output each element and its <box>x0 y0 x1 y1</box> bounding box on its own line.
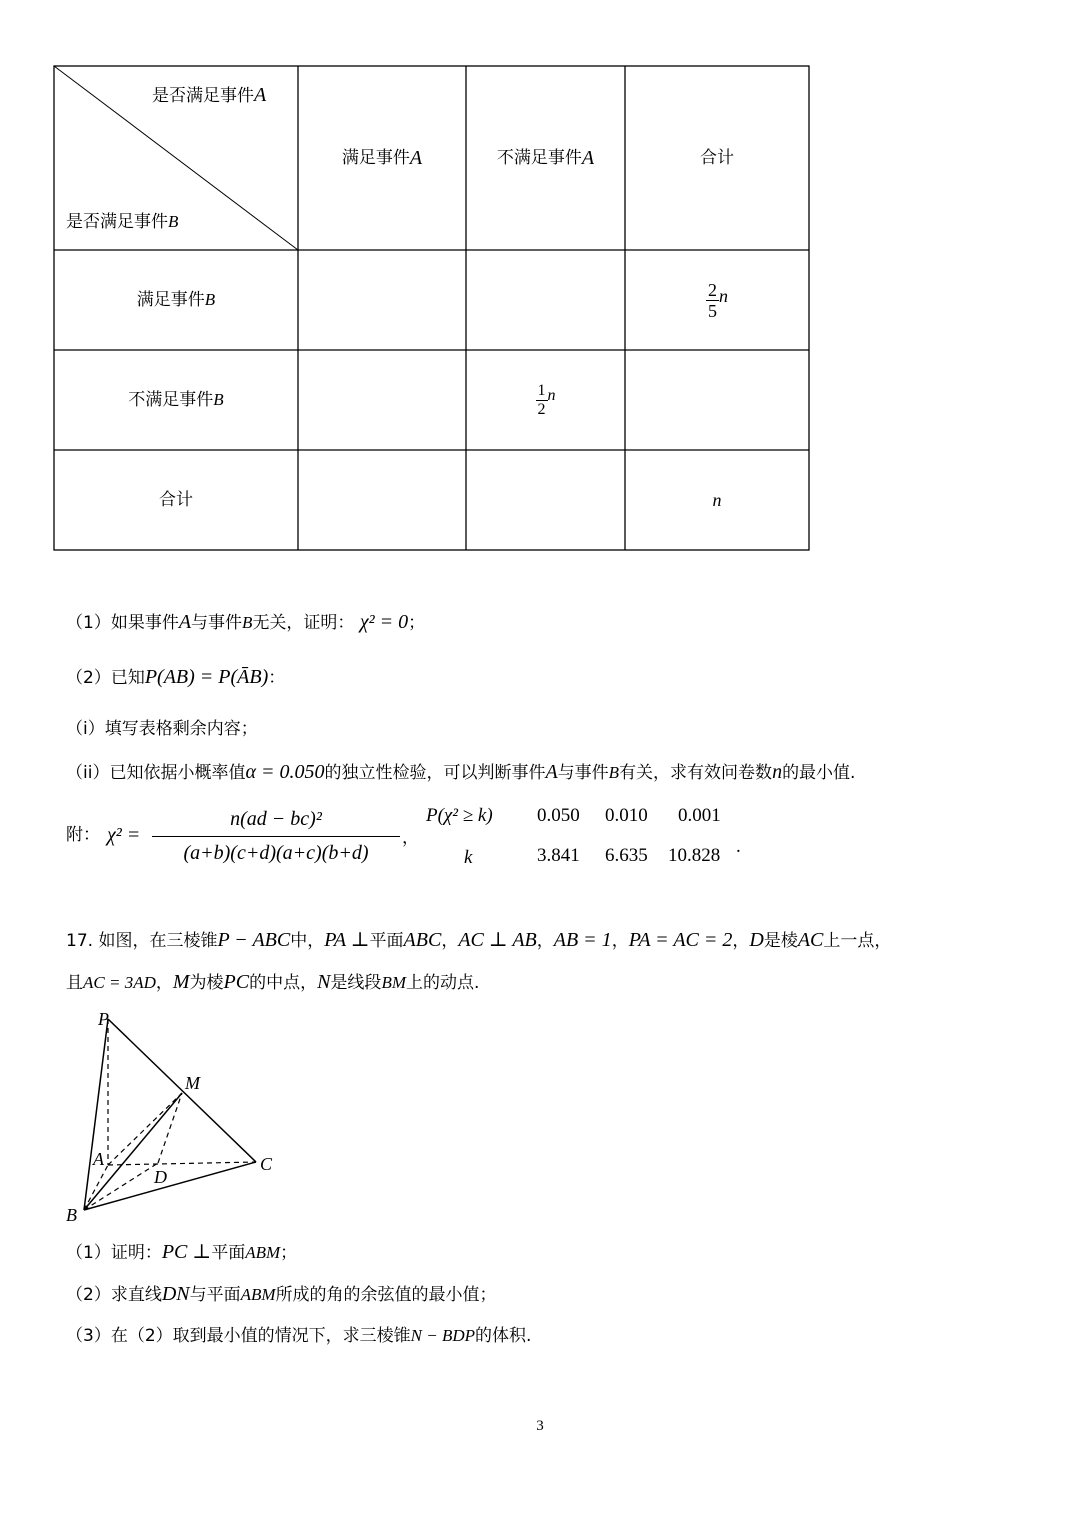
col-header-total: 合计 <box>700 148 734 168</box>
k-value-1: 3.841 <box>537 845 580 866</box>
q16-part2-i: （i）填写表格剩余内容； <box>66 719 258 739</box>
pyramid-figure <box>60 1005 290 1225</box>
page-number: 3 <box>536 1418 544 1434</box>
q16-part2: （2）已知P(AB) = P(ĀB)： <box>66 666 286 688</box>
col-header-satisfy-a: 满足事件 A <box>341 147 423 169</box>
q16-part1: （1）如果事件A与事件B无关，证明： χ² = 0； <box>66 611 426 633</box>
q17-sub3: （3）在（2）取到最小值的情况下，求三棱锥N − BDP的体积. <box>66 1326 532 1346</box>
edge-ac <box>108 1162 256 1165</box>
p-value-2: 0.010 <box>605 805 648 826</box>
label-c: C <box>260 1154 273 1174</box>
q16-part2-ii: （ii）已知依据小概率值α = 0.050的独立性检验，可以判断事件A与事件B有关，求有效问卷数n的最小值. <box>66 761 856 783</box>
edge-ab <box>84 1165 108 1210</box>
label-d: D <box>154 1167 167 1187</box>
q17-line1: 17. 如图，在三棱锥P − ABC中，PA ⊥平面ABC，AC ⊥ AB，AB = 1，PA = AC = 2，D是棱AC上一点， <box>66 929 892 951</box>
cell-total-satisfy-b: $\frac{2}{5}$ n <box>708 279 728 321</box>
chi-square-denominator: (a+b)(c+d)(a+c)(b+d) <box>183 842 369 864</box>
k-value-3: 10.828 <box>668 845 721 866</box>
edge-pc <box>108 1019 256 1162</box>
header-top-label: 是否满足事件A <box>152 84 267 106</box>
label-b: B <box>66 1205 77 1225</box>
col-header-not-satisfy-a: 不满足事件 A <box>496 147 595 169</box>
chi-square-numerator: n(ad − bc)² <box>230 808 322 830</box>
row-header-not-satisfy-b: 不满足事件 B <box>128 390 224 410</box>
appendix-comma: ， <box>402 828 419 848</box>
chi-square-lhs: χ² = <box>107 824 141 846</box>
q17-sub1: （1）证明：PC ⊥平面ABM； <box>66 1241 298 1263</box>
edge-bc <box>84 1162 256 1210</box>
row-header-satisfy-b: 满足事件 B <box>136 290 216 310</box>
q17-sub2: （2）求直线DN与平面ABM所成的角的余弦值的最小值； <box>66 1283 497 1305</box>
ptable-k-label: k <box>464 847 473 868</box>
ptable-head: P(χ² ≥ k) <box>426 805 493 826</box>
appendix-label: 附： <box>66 825 100 845</box>
fraction-bar <box>152 836 400 837</box>
edge-pb <box>84 1019 108 1210</box>
k-value-2: 6.635 <box>605 845 648 866</box>
row-header-total: 合计 <box>159 490 193 510</box>
p-value-1: 0.050 <box>537 805 580 826</box>
label-m: M <box>185 1073 200 1093</box>
label-p: P <box>98 1009 109 1029</box>
label-a: A <box>93 1149 104 1169</box>
edge-am <box>108 1093 182 1165</box>
p-value-3: 0.001 <box>678 805 721 826</box>
q17-line2: 且AC = 3AD，M为棱PC的中点，N是线段BM上的动点. <box>66 971 480 993</box>
edge-dm <box>158 1093 182 1163</box>
cell-not-a-not-b: $\frac{1}{2}$ n <box>537 381 556 418</box>
appendix-period: . <box>736 836 741 857</box>
edge-bd <box>84 1163 158 1210</box>
cell-grand-total: n <box>712 489 722 510</box>
header-bottom-label: 是否满足事件B <box>66 212 179 232</box>
